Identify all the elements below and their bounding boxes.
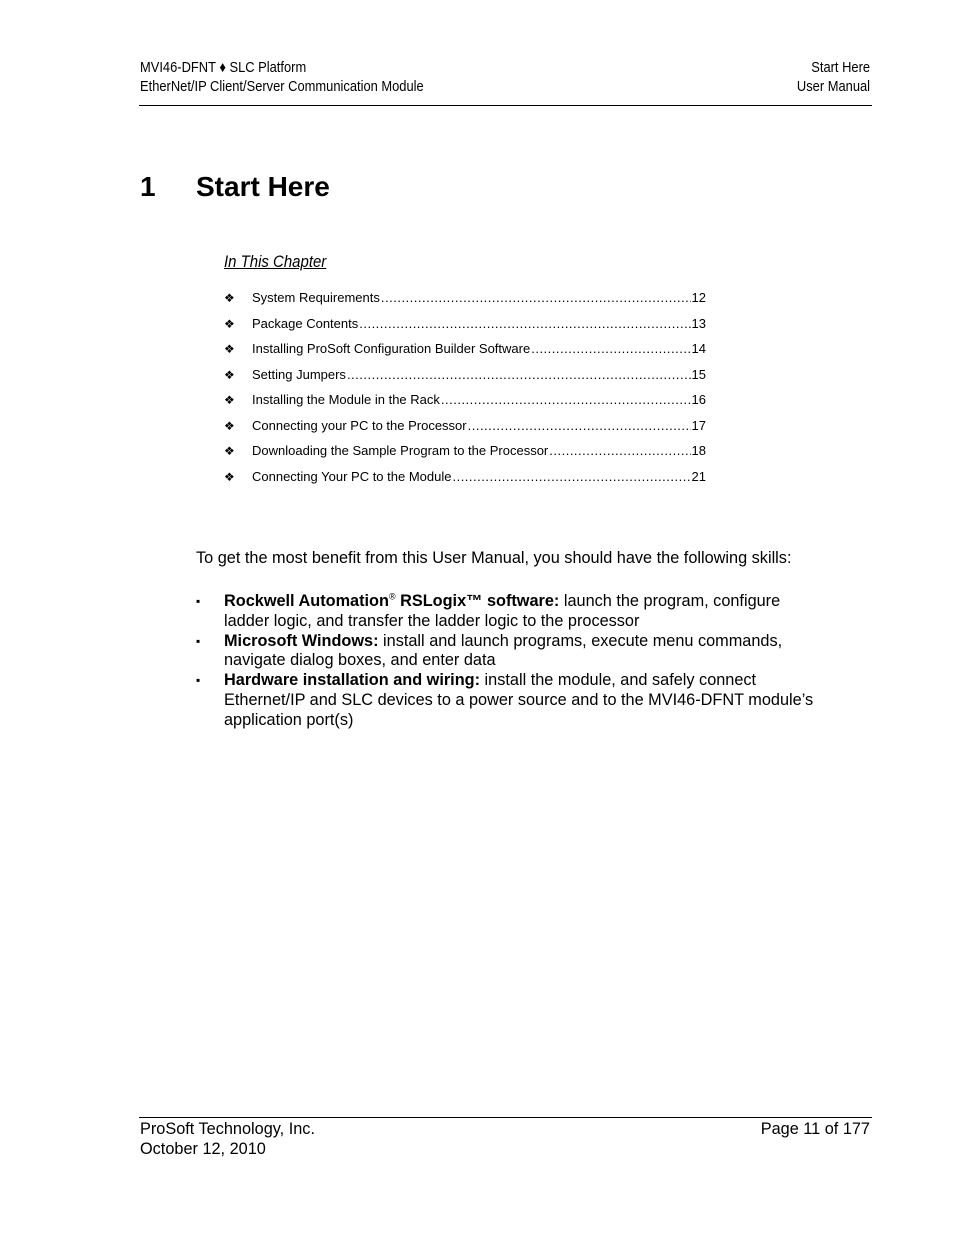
chapter-title — [140, 170, 330, 204]
square-bullet-icon: ▪ — [196, 673, 201, 688]
diamond-bullet-icon: ❖ — [224, 469, 235, 484]
toc-entry[interactable] — [224, 367, 706, 393]
header-document-type: User Manual — [796, 78, 870, 95]
toc-leader-dots — [381, 290, 691, 305]
toc-entry[interactable] — [224, 316, 706, 342]
skill-term: Hardware installation and wiring: — [224, 671, 481, 690]
toc-entry-label[interactable]: Installing the Module in the Rack — [252, 392, 440, 407]
toc-entry-label[interactable]: Installing ProSoft Configuration Builder Software — [252, 341, 531, 356]
chapter-title-text: Start Here — [196, 171, 330, 202]
chapter-number: 1 — [140, 171, 156, 202]
toc-leader-dots — [359, 316, 690, 331]
toc-entry[interactable] — [224, 290, 706, 316]
header-rule — [139, 105, 872, 106]
toc-entry-label[interactable]: Connecting Your PC to the Module — [252, 468, 452, 484]
header-product-line: MVI46-DFNT ♦ SLC Platform — [140, 59, 307, 76]
square-bullet-icon: ▪ — [196, 633, 201, 648]
diamond-bullet-icon: ❖ — [224, 367, 235, 382]
toc-entry[interactable] — [224, 443, 706, 469]
skills-list — [196, 592, 826, 731]
skill-description: install and launch programs, execute menu commands, navigate dialog boxes, and enter data — [224, 631, 783, 670]
toc-entry-page[interactable]: 21 — [691, 468, 706, 484]
toc-leader-dots — [441, 392, 691, 407]
toc-leader-dots — [452, 469, 690, 484]
square-bullet-icon: ▪ — [196, 594, 201, 608]
footer-page-number: Page 11 of 177 — [760, 1120, 870, 1138]
toc-entry-label[interactable]: Connecting your PC to the Processor — [252, 417, 467, 433]
skill-item — [196, 592, 826, 632]
toc-entry[interactable] — [224, 341, 706, 367]
diamond-bullet-icon: ❖ — [224, 316, 235, 331]
toc-leader-dots — [531, 341, 690, 356]
skill-term: Microsoft Windows: — [224, 631, 379, 650]
toc-entry-page[interactable]: 13 — [691, 315, 706, 331]
skill-item — [196, 671, 826, 730]
toc-entry-label[interactable]: System Requirements — [252, 290, 380, 305]
toc-entry-page[interactable]: 12 — [691, 290, 706, 305]
toc-leader-dots — [468, 418, 691, 433]
footer-left — [140, 1120, 315, 1159]
in-this-chapter-heading: In This Chapter — [224, 252, 327, 271]
skill-description: launch the program, configure ladder logic, and transfer the ladder logic to the processor — [224, 592, 781, 630]
toc-entry-page[interactable]: 17 — [691, 417, 706, 433]
diamond-bullet-icon: ❖ — [224, 418, 235, 433]
toc-entry[interactable] — [224, 392, 706, 418]
header-chapter-name: Start Here — [811, 59, 870, 76]
toc-entry-label[interactable]: Downloading the Sample Program to the Processor — [252, 443, 549, 458]
toc-entry-page[interactable]: 15 — [691, 366, 706, 382]
toc-entry[interactable] — [224, 469, 706, 495]
skill-term-suffix: RSLogix™ software: — [395, 592, 560, 610]
toc-entry-page[interactable]: 16 — [691, 392, 706, 407]
diamond-bullet-icon: ❖ — [224, 291, 235, 305]
intro-paragraph: To get the most benefit from this User Manual, you should have the following skills: — [196, 549, 792, 567]
footer-rule — [139, 1117, 872, 1118]
footer-date: October 12, 2010 — [140, 1139, 266, 1158]
diamond-bullet-icon: ❖ — [224, 342, 235, 356]
registered-mark: ® — [388, 591, 396, 602]
footer-company: ProSoft Technology, Inc. — [140, 1120, 315, 1138]
skill-description: install the module, and safely connect Ethernet/IP and SLC devices to a power source and to the MVI46-DFNT module’s application port(s) — [224, 671, 814, 729]
running-header-right — [797, 58, 870, 96]
running-header-left — [140, 58, 424, 96]
toc-leader-dots — [549, 443, 690, 458]
toc-entry-label[interactable]: Package Contents — [252, 315, 359, 331]
toc-entry-label[interactable]: Setting Jumpers — [252, 366, 346, 382]
diamond-bullet-icon: ❖ — [224, 393, 235, 407]
diamond-bullet-icon: ❖ — [224, 444, 235, 458]
toc-entry[interactable] — [224, 418, 706, 444]
skill-term: Rockwell Automation — [224, 592, 389, 610]
chapter-toc — [224, 290, 706, 494]
skill-item — [196, 632, 826, 672]
toc-entry-page[interactable]: 18 — [691, 443, 706, 458]
toc-leader-dots — [347, 367, 691, 382]
header-module-name: EtherNet/IP Client/Server Communication Module — [140, 78, 424, 95]
toc-entry-page[interactable]: 14 — [691, 341, 706, 356]
